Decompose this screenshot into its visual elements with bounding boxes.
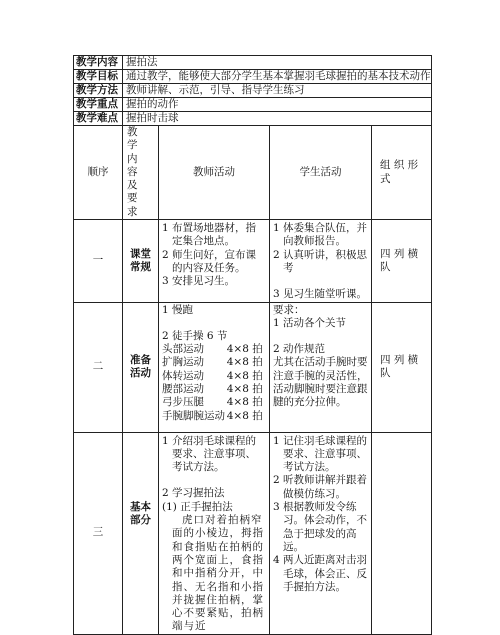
info-label: 教学目标 [74,70,123,84]
info-label: 教学难点 [74,112,123,126]
row-teacher-activity [159,220,270,302]
exercise-item: 体转运动 4×8 拍 [162,369,263,382]
row-order: 三 [74,432,123,634]
info-value: 教师讲解、示范，引导、指导学生练习 [123,84,432,98]
header-student: 学生活动 [270,126,372,220]
list-item: 2 认真听讲，积极思考 [273,248,367,274]
list-item: 1 体委集合队伍，并向教师报告。 [273,222,367,248]
info-row-method [74,84,432,98]
row-organization [372,432,432,634]
list-item: 2 听教师讲解并跟着做模仿练习。 [273,474,367,500]
row-student-activity: 要求： 1 活动各个关节 2 动作规范 尤其在活动手腕时要注意手腕的灵活性，活动脚腕时要注意跟腱的充分拉伸。 [270,302,372,432]
info-value: 握拍的动作 [123,98,432,112]
header-content: 教 学 内 容 及 要 求 [123,126,159,220]
table-header-row [74,126,432,220]
info-value: 握拍时击球 [123,112,432,126]
row-organization: 四 列 横 队 [372,220,432,302]
list-item: 1 介绍羽毛球课程的要求、注意事项、考试方法。 [162,434,256,474]
table-row [74,432,432,634]
info-row-difficulty [74,112,432,126]
info-label: 教学重点 [74,98,123,112]
exercise-item: 手腕脚腕运动 4×8 拍 [162,409,263,422]
info-row-key-point [74,98,432,112]
row-order: 二 [74,302,123,432]
row-content: 基本 部分 [123,432,159,634]
list-item: 2 师生问好，宣布课的内容及任务。 [162,248,256,274]
exercise-item: 弓步压腿 4×8 拍 [162,396,263,409]
row-content: 课堂 常规 [123,220,159,302]
row-order: 一 [74,220,123,302]
list-item: 3 根据教师发令练习。体会动作，不急于把球发的高远。 [273,501,367,553]
header-organization: 组 织 形 式 [372,126,432,220]
row-teacher-activity: 1 介绍羽毛球课程的要求、注意事项、考试方法。 2 学习握拍法 (1) 正手握拍法 虎口对着拍柄窄面的小棱边，拇指和食指贴在拍柄的两个宽面上，食指和中指稍分开，中指、无名指和小指并拢握住拍柄，掌心不要紧贴，拍柄端与近 [159,432,270,634]
list-item: 4 两人近距离对击羽毛球，体会正、反手握拍方法。 [273,554,367,593]
exercise-item: 头部运动 4×8 拍 [162,343,263,356]
lesson-plan-table [73,55,432,635]
info-value: 通过教学，能够使大部分学生基本掌握羽毛球握拍的基本技术动作 [123,70,432,84]
table-row [74,302,432,432]
row-content: 准备 活动 [123,302,159,432]
info-value: 握拍法 [123,56,432,70]
info-row-content [74,56,432,70]
lesson-plan-document [73,55,431,633]
row-student-activity [270,220,372,302]
header-teacher: 教师活动 [159,126,270,220]
row-organization: 四 列 横 队 [372,302,432,432]
info-label: 教学方法 [74,84,123,98]
list-item: 1 记住羽毛球课程的要求、注意事项、考试方法。 [273,434,367,474]
list-item: 1 布置场地器材，指定集合地点。 [162,222,256,248]
info-label: 教学内容 [74,56,123,70]
header-order: 顺序 [74,126,123,220]
exercise-item: 扩胸运动 4×8 拍 [162,356,263,369]
info-row-goal [74,70,432,84]
list-item: 3 安排见习生。 [162,275,235,288]
row-student-activity [270,432,372,634]
row-teacher-activity: 1 慢跑 2 徒手操 6 节 头部运动 4×8 拍 扩胸运动 4×8 拍 体转运动 4×8 拍 腰部运动 4×8 拍 弓步压腿 4×8 拍 手腕脚腕运动 4×8 拍 [159,302,270,432]
table-row [74,220,432,302]
exercise-item: 腰部运动 4×8 拍 [162,383,263,396]
list-item: 3 见习生随堂听课。 [273,288,368,301]
